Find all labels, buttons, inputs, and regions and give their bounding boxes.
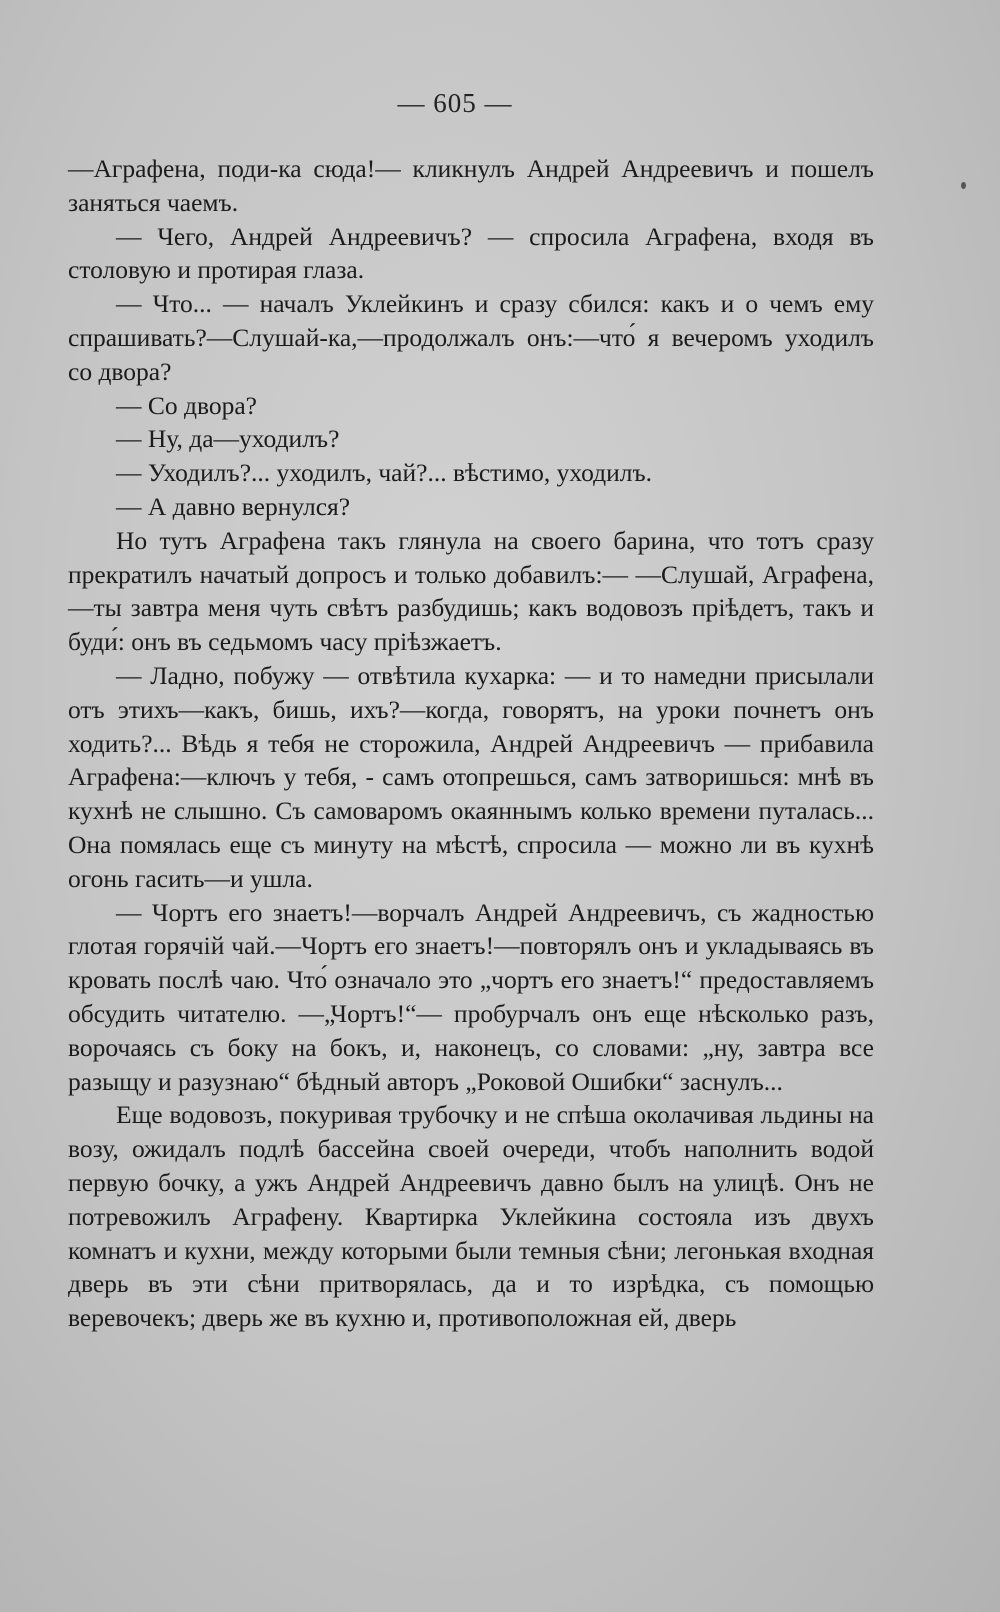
page-number: — 605 — bbox=[397, 88, 513, 118]
paragraph: — Чортъ его знаетъ!—ворчалъ Андрей Андреевичъ, съ жадностью глотая горячій чай.—Чортъ его знаетъ!—повторялъ онъ и укладываясь въ кровать послѣ чаю. Что́ означало это „чортъ его знаетъ!“ предоставляемъ обсудить читателю. —„Чортъ!“— пробурчалъ онъ еще нѣсколько разъ, ворочаясь съ боку на бокъ, и, наконецъ, со словами: „ну, завтра все разыщу и разузнаю“ бѣдный авторъ „Роковой Ошибки“ заснулъ... bbox=[68, 897, 874, 1096]
paragraph: Но тутъ Аграфена такъ глянула на своего барина, что тотъ сразу прекратилъ начатый допросъ и только добавилъ:— —Слушай, Аграфена,—ты завтра меня чуть свѣтъ разбудишь; какъ водовозъ пріѣдетъ, такъ и буди́: онъ въ седьмомъ часу пріѣзжаетъ. bbox=[68, 525, 874, 657]
paragraph: — Что... — началъ Уклейкинъ и сразу сбился: какъ и о чемъ ему спрашивать?—Слушай-ка,—продолжалъ онъ:—что́ я вечеромъ уходилъ со двора? bbox=[68, 289, 874, 386]
paragraph: — Ладно, побужу — отвѣтила кухарка: — и то намедни присылали отъ этихъ—какъ, бишь, ихъ?—когда, говорятъ, на уроки почнетъ онъ ходить?... Вѣдь я тебя не сторожила, Андрей Андреевичъ — прибавила Аграфена:—ключъ у тебя, - самъ отопрешься, самъ затворишься: мнѣ въ кухнѣ не слышно. Съ самоваромъ окаяннымъ колько времени путалась... Она помялась еще съ минуту на мѣстѣ, спросила — можно ли въ кухнѣ огонь гасить—и ушла. bbox=[68, 660, 874, 893]
paragraph: — Уходилъ?... уходилъ, чай?... вѣстимо, уходилъ. bbox=[116, 458, 653, 488]
paragraph: —Аграфена, поди-ка сюда!— кликнулъ Андрей Андреевичъ и пошелъ заняться чаемъ. bbox=[68, 154, 874, 217]
paragraph: Еще водовозъ, покуривая трубочку и не спѣша околачивая льдины на возу, ожидалъ подлѣ бассейна своей очереди, чтобъ наполнить водой первую бочку, а ужъ Андрей Андреевичъ давно былъ на улицѣ. Онъ не потревожилъ Аграфену. Квартирка Уклейкина состояла изъ двухъ комнатъ и кухни, между которыми были темныя сѣни; легонькая входная дверь въ эти сѣни притворялась, да и то изрѣдка, съ помощью веревочекъ; дверь же въ кухню и, противоположная ей, дверь bbox=[68, 1100, 874, 1333]
paragraph: — А давно вернулся? bbox=[116, 491, 351, 521]
ink-speck bbox=[961, 182, 966, 189]
paragraph: — Со двора? bbox=[116, 390, 257, 420]
body-text bbox=[68, 152, 874, 1335]
paragraph: — Ну, да—уходилъ? bbox=[116, 424, 340, 454]
paragraph: — Чего, Андрей Андреевичъ? — спросила Аграфена, входя въ столовую и протирая глаза. bbox=[68, 221, 874, 285]
